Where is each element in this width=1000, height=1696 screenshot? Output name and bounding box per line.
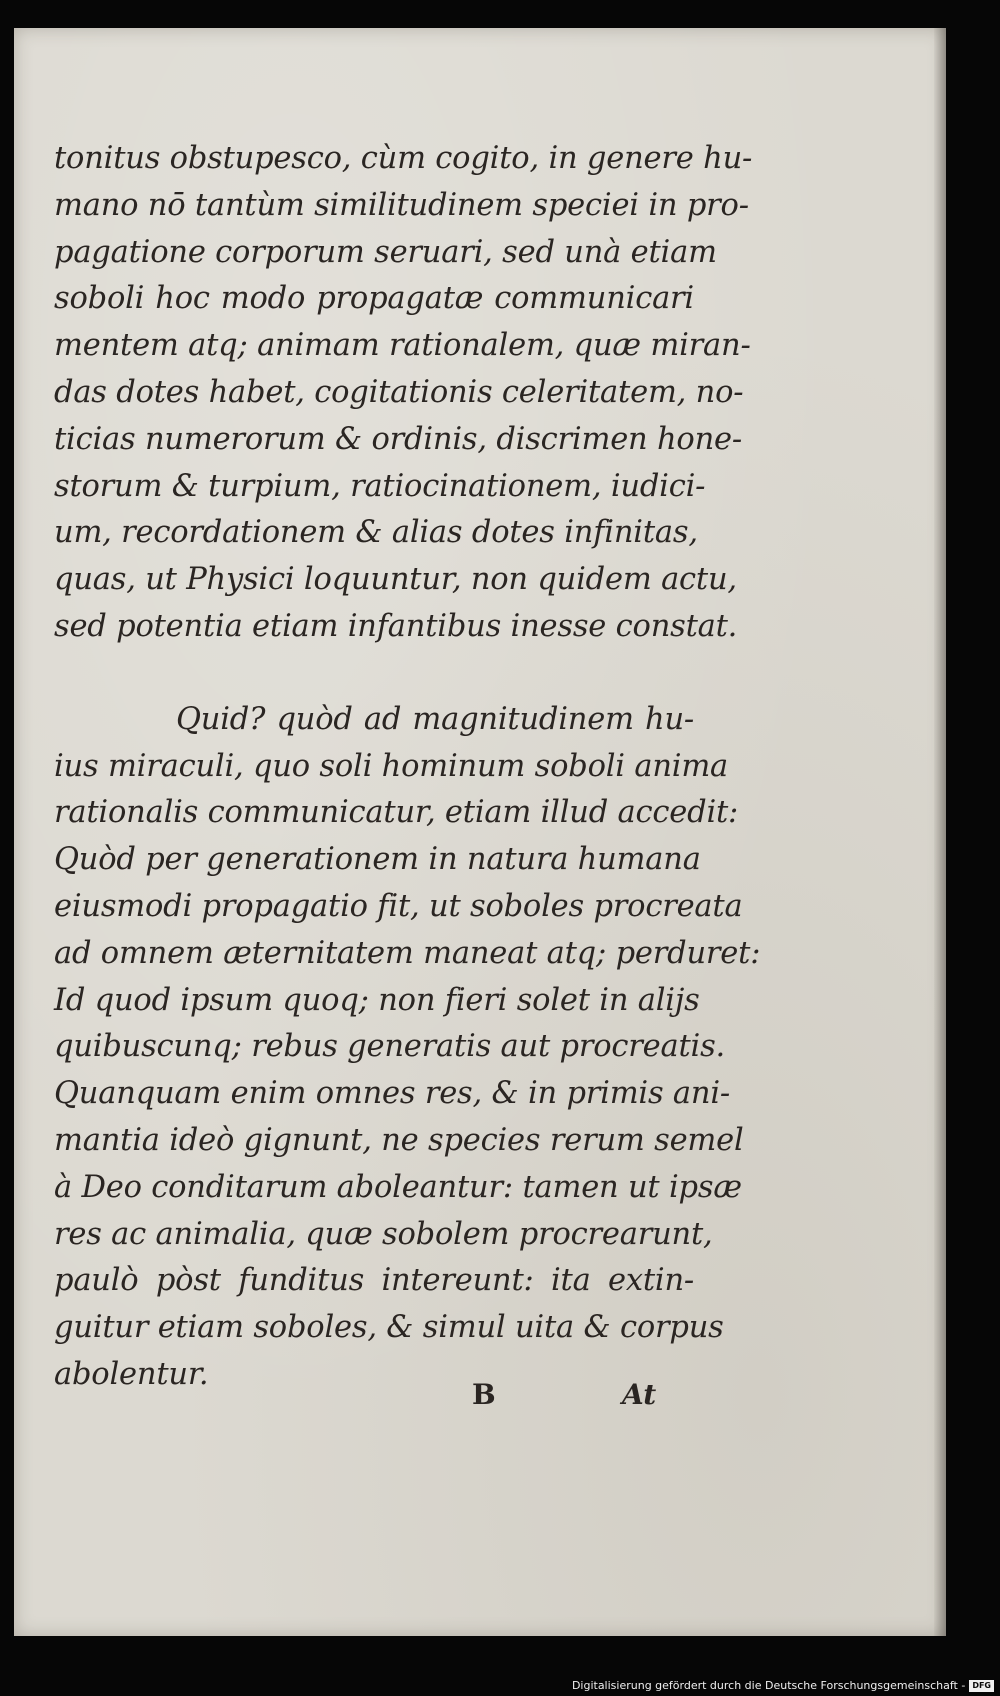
- catchword: At: [622, 1378, 657, 1411]
- text-line: Quid? quòd ad magnitudinem hu-: [176, 701, 694, 737]
- text-line: rationalis communicatur, etiam illud accedit:: [54, 795, 739, 831]
- text-line: storum & turpium, ratiocinationem, iudici-: [54, 468, 706, 504]
- book-page: [14, 28, 946, 1636]
- text-line: à Deo conditarum aboleantur: tamen ut ipsæ: [54, 1169, 742, 1205]
- text-line: um, recordationem & alias dotes infinitas,: [54, 515, 698, 551]
- text-line: quibuscunq; rebus generatis aut procreatis.: [54, 1029, 726, 1065]
- text-line: abolentur.: [54, 1356, 209, 1392]
- signature-mark: B: [472, 1378, 496, 1411]
- text-line: pagatione corporum seruari, sed unà etiam: [54, 234, 717, 270]
- text-line: eiusmodi propagatio fit, ut soboles procreata: [54, 888, 743, 924]
- digitization-credit: [572, 1679, 994, 1692]
- credit-text: Digitalisierung gefördert durch die Deutsche Forschungsgemeinschaft -: [571, 1679, 966, 1692]
- text-line: ius miraculi, quo soli hominum soboli anima: [54, 748, 729, 784]
- text-line: ticias numerorum & ordinis, discrimen hone-: [54, 421, 742, 457]
- text-line: soboli hoc modo propagatæ communicari: [54, 281, 694, 317]
- text-line: ad omnem æternitatem maneat atq; perduret:: [54, 935, 761, 971]
- text-line: mano nō tantùm similitudinem speciei in pro-: [54, 187, 749, 223]
- text-line: Quòd per generationem in natura humana: [54, 842, 701, 878]
- text-line: tonitus obstupesco, cùm cogito, in genere hu-: [54, 141, 753, 176]
- text-line: mantia ideò gignunt, ne species rerum semel: [54, 1122, 744, 1158]
- paragraph-2: [54, 697, 761, 1399]
- paragraph-1: [54, 136, 753, 651]
- page-footer: [14, 1378, 946, 1428]
- text-line: Quanquam enim omnes res, & in primis ani-: [54, 1076, 731, 1112]
- text-line: guitur etiam soboles, & simul uita & corpus: [54, 1310, 724, 1346]
- text-line: paulò pòst funditus intereunt: ita extin-: [54, 1263, 694, 1299]
- text-line: sed potentia etiam infantibus inesse constat.: [54, 608, 738, 644]
- body-text: [54, 136, 761, 1399]
- text-line: mentem atq; animam rationalem, quæ miran-: [54, 328, 751, 364]
- text-line: quas, ut Physici loquuntur, non quidem actu,: [54, 562, 737, 598]
- text-line: das dotes habet, cogitationis celeritatem, no-: [54, 374, 744, 410]
- text-line: Id quod ipsum quoq; non fieri solet in alijs: [54, 982, 700, 1018]
- dfg-logo-icon: DFG: [969, 1680, 994, 1692]
- paragraph-gap: [54, 651, 694, 697]
- text-line: res ac animalia, quæ sobolem procrearunt,: [54, 1216, 713, 1252]
